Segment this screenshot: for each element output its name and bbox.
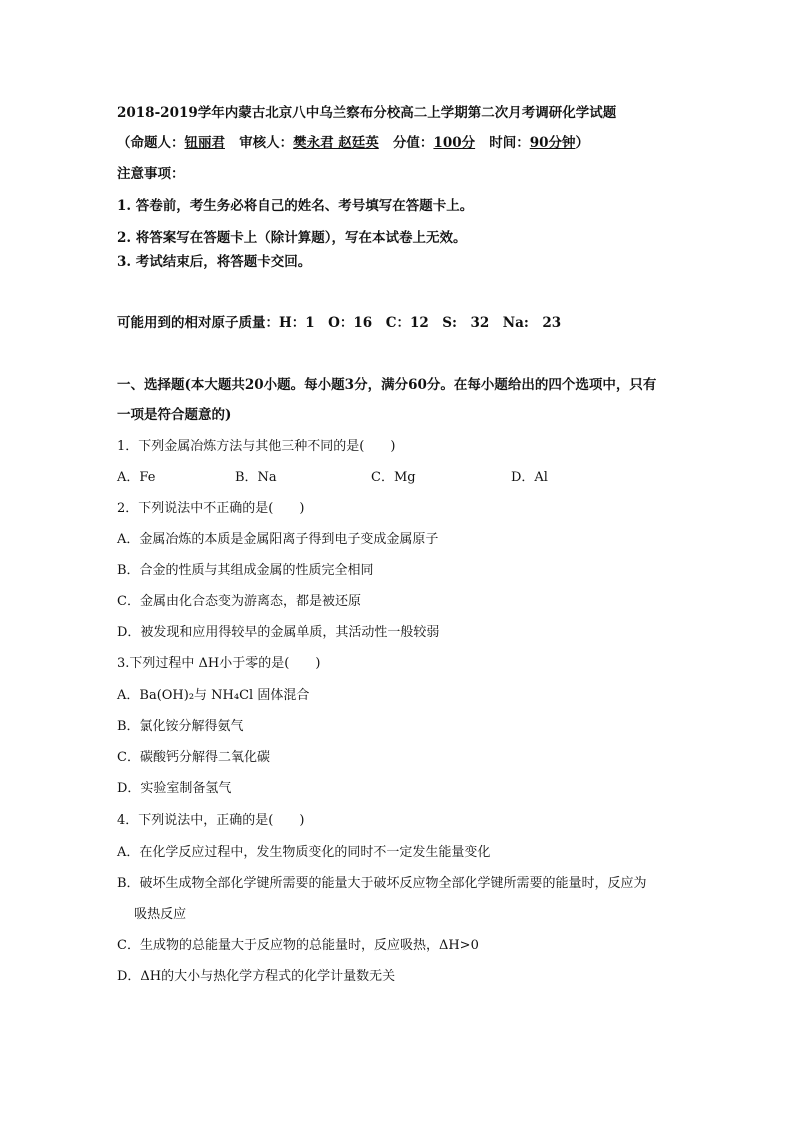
note-item: 2. 将答案写在答题卡上（除计算题），写在本试卷上无效。 (117, 230, 467, 246)
option-a: A．Fe (117, 470, 156, 485)
notes-heading: 注意事项： (117, 166, 185, 182)
exam-info-line (117, 133, 697, 153)
atomic-masses: 可能用到的相对原子质量：H：1 O：16 C：12 S: 32 Na: 23 (117, 315, 562, 331)
reviewer-name: 樊永君 赵廷英 (293, 135, 379, 151)
score-value: 100分 (433, 135, 476, 151)
note-item: 1. 答卷前，考生务必将自己的姓名、考号填写在答题卡上。 (117, 198, 474, 214)
question-stem: 3.下列过程中 ΔH小于零的是( ) (117, 656, 321, 671)
option-b: B．氯化铵分解得氨气 (117, 719, 244, 734)
option-b: B．Na (235, 470, 277, 485)
option-d: D．ΔH的大小与热化学方程式的化学计量数无关 (117, 969, 396, 984)
option-b-continued: 吸热反应 (117, 907, 187, 922)
question-stem: 2．下列说法中不正确的是( ) (117, 501, 305, 516)
section-heading-line1: 一、选择题(本大题共20小题。每小题3分，满分60分。在每小题给出的四个选项中，只有 (117, 377, 657, 393)
option-c: C．金属由化合态变为游离态，都是被还原 (117, 594, 361, 609)
option-c: C．碳酸钙分解得二氧化碳 (117, 750, 270, 765)
exam-title: 2018-2019学年内蒙古北京八中乌兰察布分校高二上学期第二次月考调研化学试题 (117, 105, 617, 121)
question-stem: 1．下列金属冶炼方法与其他三种不同的是( ) (117, 439, 396, 454)
option-d: D．被发现和应用得较早的金属单质，其活动性一般较弱 (117, 625, 440, 640)
question-stem: 4．下列说法中，正确的是( ) (117, 813, 305, 828)
option-c: C．生成物的总能量大于反应物的总能量时，反应吸热，ΔH>0 (117, 938, 479, 953)
option-d: D．Al (511, 470, 548, 485)
option-b: B．合金的性质与其组成金属的性质完全相同 (117, 563, 374, 578)
setter-label: （命题人： (117, 135, 185, 151)
section-heading-line2: 一项是符合题意的) (117, 407, 232, 423)
time-value: 90分钟 (529, 135, 576, 151)
note-item: 3. 考试结束后，将答题卡交回。 (117, 254, 312, 270)
score-label: 分值： (392, 135, 434, 151)
option-a: A．金属冶炼的本质是金属阳离子得到电子变成金属原子 (117, 532, 439, 547)
option-b: B．破坏生成物全部化学键所需要的能量大于破坏反应物全部化学键所需要的能量时，反应为 (117, 876, 647, 891)
option-c: C．Mg (371, 470, 416, 485)
option-a: A．在化学反应过程中，发生物质变化的同时不一定发生能量变化 (117, 845, 491, 860)
time-label: 时间： (489, 135, 530, 151)
option-a: A．Ba(OH)₂与 NH₄Cl 固体混合 (117, 688, 310, 703)
option-d: D．实验室制备氢气 (117, 781, 232, 796)
info-close-paren: ） (575, 135, 590, 151)
question-options-row (117, 468, 697, 488)
setter-name: 钮丽君 (184, 135, 225, 151)
reviewer-label: 审核人： (239, 135, 294, 151)
